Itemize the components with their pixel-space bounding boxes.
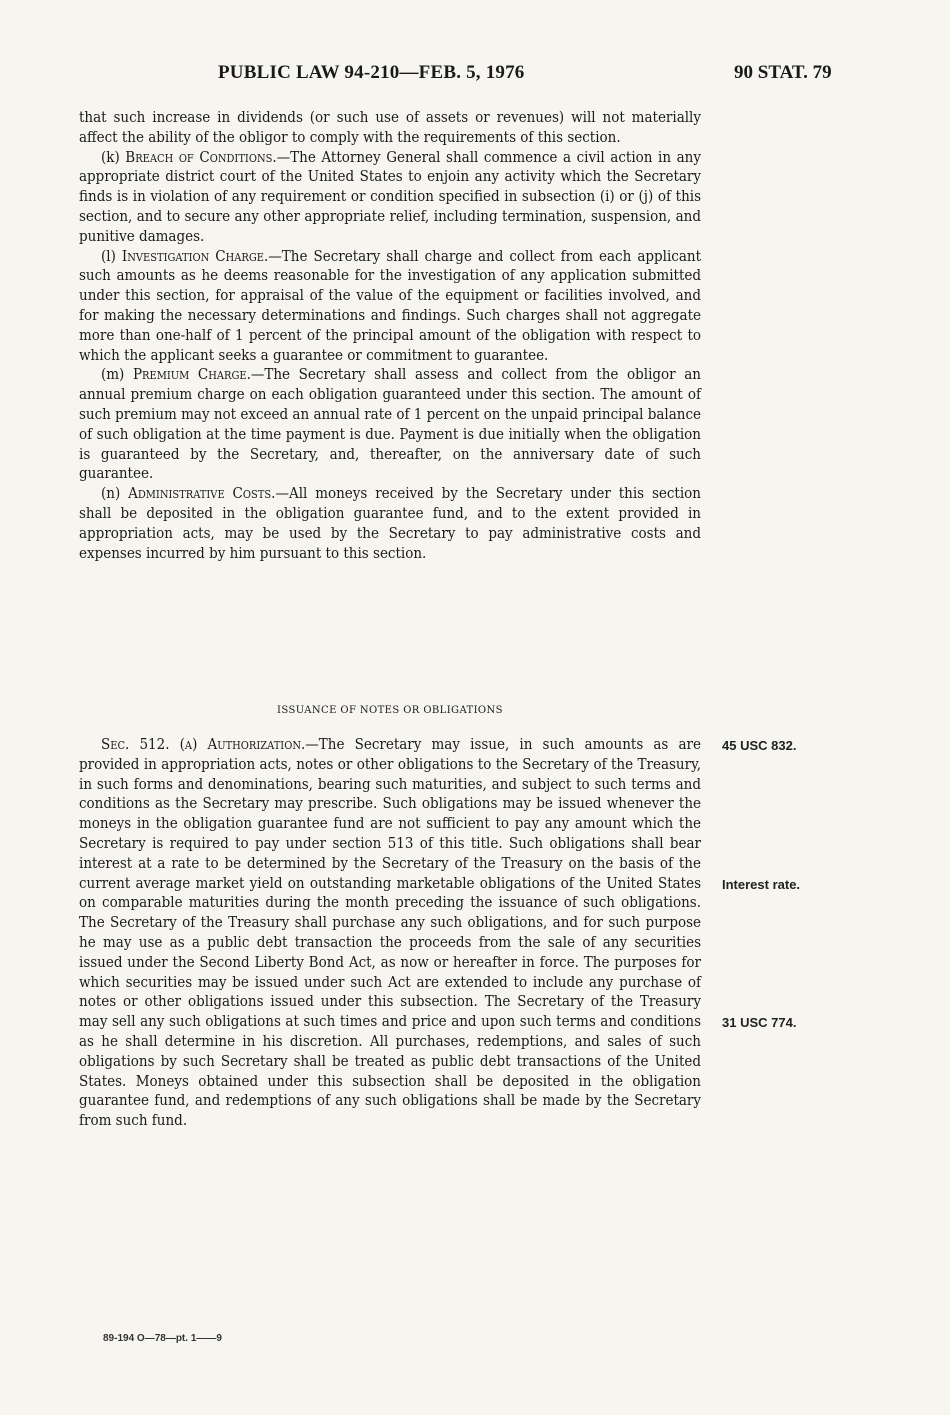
continuation-paragraph: that such increase in dividends (or such use of assets or revenues) will not materially affect the ability of the obligor to comply with the requirements of this section. bbox=[79, 108, 701, 146]
margin-note-31-usc: 31 USC 774. bbox=[722, 1015, 797, 1030]
subsection-k-text: .—The Attorney General shall commence a civil action in any appropriate district court of the United States to enjoin any activity which the Secretary finds is in violation of any requirement or condition specified in subsection (i) or (j) of this section, and to secure any other appropriate relief, including termination, suspension, and punitive damages. bbox=[79, 147, 701, 245]
subsection-n-text: .—All moneys received by the Secretary under this section shall be deposited in the obligation guarantee fund, and to the extent provided in appropriation acts, may be used by the Secretary to pay administrative costs and expenses incurred by him pursuant to this section. bbox=[79, 484, 701, 562]
subsection-m bbox=[79, 365, 701, 484]
subsection-m-heading: Premium Charge bbox=[132, 365, 247, 384]
running-head: PUBLIC LAW 94-210—FEB. 5, 1976 bbox=[218, 62, 525, 83]
margin-note-45-usc: 45 USC 832. bbox=[722, 738, 797, 753]
section-heading: ISSUANCE OF NOTES OR OBLIGATIONS bbox=[277, 705, 503, 716]
subsection-k bbox=[79, 148, 701, 247]
footer-print-code: 89-194 O—78—pt. 1——9 bbox=[103, 1333, 222, 1344]
subsection-m-label: (m) bbox=[101, 365, 133, 384]
text-block-section-512 bbox=[79, 735, 701, 1131]
subsection-k-heading: Breach of Conditions bbox=[125, 147, 273, 166]
subsection-l bbox=[79, 247, 701, 366]
text-block-subsections bbox=[79, 108, 701, 563]
subsection-m-text: .—The Secretary shall assess and collect from the obligor an annual premium charge on each obligation guaranteed under this section. The amount of such premium may not exceed an annual rate of 1 percent on the unpaid principal balance of such obligation at the time payment is due. Payment is due initially when the obligation is guaranteed by the Secretary, and, thereafter, on the anniversary date of such guarantee. bbox=[79, 365, 701, 483]
subsection-k-label: (k) bbox=[101, 147, 126, 166]
stat-page-reference: 90 STAT. 79 bbox=[734, 62, 832, 83]
section-512-label: Sec. 512. (a) bbox=[101, 735, 208, 753]
section-512-text: .—The Secretary may issue, in such amounts as are provided in appropriation acts, notes or other obligations to the Secretary of the Treasury, in such forms and denominations, bearing such maturities, and subject to such terms and conditions as the Secretary may prescribe. Such obligations may be issued whenever the moneys in the obligation guarantee fund are not sufficient to pay any amount which the Secretary is required to pay under section 513 of this title. Such obligations shall bear interest at a rate to be determined by the Secretary of the Treasury on the basis of the current average market yield on outstanding marketable obligations of the United States on comparable maturities during the month preceding the issuance of such obligations. The Secretary of the Treasury shall purchase any such obligations, and for such purpose he may use as a public debt transaction the proceeds from the sale of any securities issued under the Second Liberty Bond Act, as now or hereafter in force. The purposes for which securities may be issued under such Act are extended to include any purchase of notes or other obligations issued under this subsection. The Secretary of the Treasury may sell any such obligations at such times and price and upon such terms and conditions as he shall determine in his discretion. All purchases, redemptions, and sales of such obligations by such Secretary shall be treated as public debt transactions of the United States. Moneys obtained under this subsection shall be deposited in the obligation guarantee fund, and redemptions of any such obligations shall be made by the Secretary from such fund. bbox=[79, 735, 701, 1130]
subsection-n bbox=[79, 484, 701, 563]
margin-note-interest-rate: Interest rate. bbox=[722, 877, 801, 892]
subsection-l-heading: Investigation Charge bbox=[121, 246, 264, 265]
section-512-paragraph bbox=[79, 735, 701, 1131]
subsection-l-label: (l) bbox=[101, 246, 122, 265]
subsection-l-text: .—The Secretary shall charge and collect from each applicant such amounts as he deems reasonable for the investigation of any application submitted under this section, for appraisal of the value of the equipment or facilities involved, and for making the necessary determinations and findings. Such charges shall not aggregate more than one-half of 1 percent of the principal amount of the obligation with respect to which the applicant seeks a guarantee or commitment to guarantee. bbox=[79, 246, 701, 364]
subsection-n-label: (n) bbox=[101, 484, 129, 503]
section-512-heading: Authorization bbox=[207, 735, 301, 753]
subsection-n-heading: Administrative Costs bbox=[128, 484, 272, 503]
